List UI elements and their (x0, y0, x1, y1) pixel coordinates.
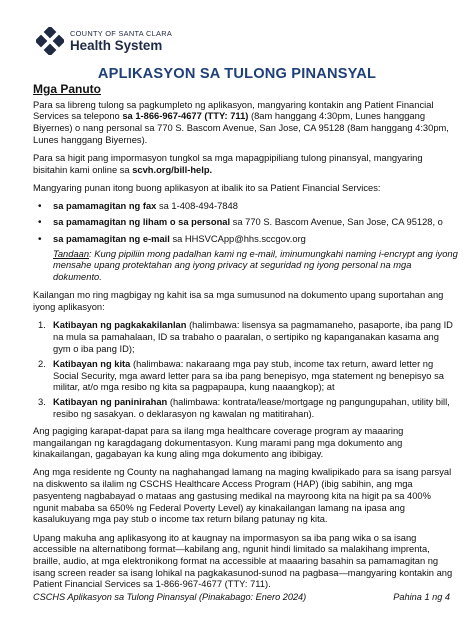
county-seal-icon (36, 27, 64, 55)
page-footer (33, 592, 450, 602)
website-link[interactable]: scvh.org/bill-help. (132, 164, 213, 175)
phone-number: sa 1-866-967-4677 (TTY: 711) (122, 111, 249, 122)
page-number: Pahina 1 ng 4 (393, 592, 450, 602)
list-item: • sa pamamagitan ng liham o sa personal sa 770 S. Bascom Avenue, San Jose, CA 95128, o (33, 217, 458, 229)
submission-methods-list (33, 201, 458, 245)
document-body (33, 84, 458, 598)
hap-paragraph: Ang mga residente ng County na naghahangad lamang na maging kwalipikado para sa isang parsyal na diskwento sa ilalim ng CSCHS Healthcare Access Program (HAP) (ibig sabihin, ang mga pasyenteng nagbabayad o mataas ang gastusing medikal na mayroong kita na higit pa sa 400% ngunit mababa sa 650% ng Federal Poverty Level) ay kinakailangan lamang na ipasa ang kasalukuyang mga pay stub o income tax return bilang patunay ng kita. (33, 467, 452, 525)
return-instructions: Mangyaring punan itong buong aplikasyon at ibalik ito sa Patient Financial Services: (33, 182, 381, 193)
list-item: • sa pamamagitan ng e-mail sa HHSVCApp@hhs.sccgov.org (33, 234, 458, 246)
logo-system-text: Health System (70, 38, 163, 53)
footer-document-name: CSCHS Aplikasyon sa Tulong Pinansyal (Pinakabago: Enero 2024) (33, 592, 307, 602)
county-logo (36, 27, 172, 55)
list-item: 3. Katibayan ng paninirahan (halimbawa: kontrata/lease/mortgage ng pangungupahan, utility bill, resibo ng sasakyan. o deklarasyon ng kawalan ng matitirahan). (38, 397, 450, 420)
accessibility-paragraph: Upang makuha ang aplikasyong ito at kaugnay na impormasyon sa iba pang wika o sa isang accessible na alternatibong format—kabilang ang, ngunit hindi limitado sa malakihang imprenta, braille, audio, at mga elektronikong format na accessible at maaaring basahin sa pamamagitan ng isang screen reader sa isang lohikal na pagkakasunod-sunod na pagbasa—mangyaring kontakin ang Patient Financial Services sa 1-866-967-4677 (TTY: 711). (33, 532, 453, 590)
required-documents-list (33, 320, 458, 421)
contact-paragraph: Para sa libreng tulong sa pagkumpleto ng aplikasyon, mangyaring kontakin ang Patient Financial Services sa telepono sa 1-866-967-4677 (TTY: 711) (8am hanggang 4:30pm, Lunes hanggang Biyernes) o nang personal sa 770 S. Bascom Avenue, San Jose, CA 95128 (8am hanggang 4:30pm, Lunes hanggang Biyernes). (33, 99, 449, 145)
list-item: • sa pamamagitan ng fax sa 1-408-494-7848 (33, 201, 458, 213)
documents-intro: Kailangan mo ring magbigay ng kahit isa sa mga sumusunod na dokumento upang suportahan ang iyong aplikasyon: (33, 290, 444, 313)
eligibility-paragraph: Ang pagiging karapat-dapat para sa ilang mga healthcare coverage program ay maaaring mangailangan ng karagdagang dokumentasyon. Kung marami pang mga dokumento ang kinakailangan, gagabayan ka kung aling mga dokumento ang ibibigay. (33, 425, 404, 460)
section-heading: Mga Panuto (33, 82, 101, 96)
logo-county-text: COUNTY OF SANTA CLARA (70, 28, 173, 38)
document-title: APLIKASYON SA TULONG PINANSYAL (97, 66, 377, 82)
list-item: 2. Katibayan ng kita (halimbawa: nakaraang mga pay stub, income tax return, award letter ng Social Security, mga award letter para sa iba pang benepisyo, mga statement ng benepisyo sa militar, at/o mga resibo ng kita sa pagpapaupa, kung naaangkop); at (38, 358, 444, 393)
info-paragraph: Para sa higit pang impormasyon tungkol sa mga mapagpipiliang tulong pinansyal, mangyaring bisitahin kami online sa scvh.org/bill-help. (33, 153, 423, 175)
list-item: 1. Katibayan ng pagkakakilanlan (halimbawa: lisensya sa pagmamaneho, pasaporte, iba pang ID na mula sa pamahalaan, ID sa trabaho o paaralan, o sertipiko ng kapanganakan kasama ang gym o iba pang ID); (38, 320, 453, 354)
email-note: Tandaan: Kung pipiliin mong padalhan kami ng e-mail, iminumungkahi naming i-encrypt ang iyong mensahe upang protektahan ang iyong privacy at seguridad ng iyong personal na mga dokumento. (53, 248, 458, 283)
